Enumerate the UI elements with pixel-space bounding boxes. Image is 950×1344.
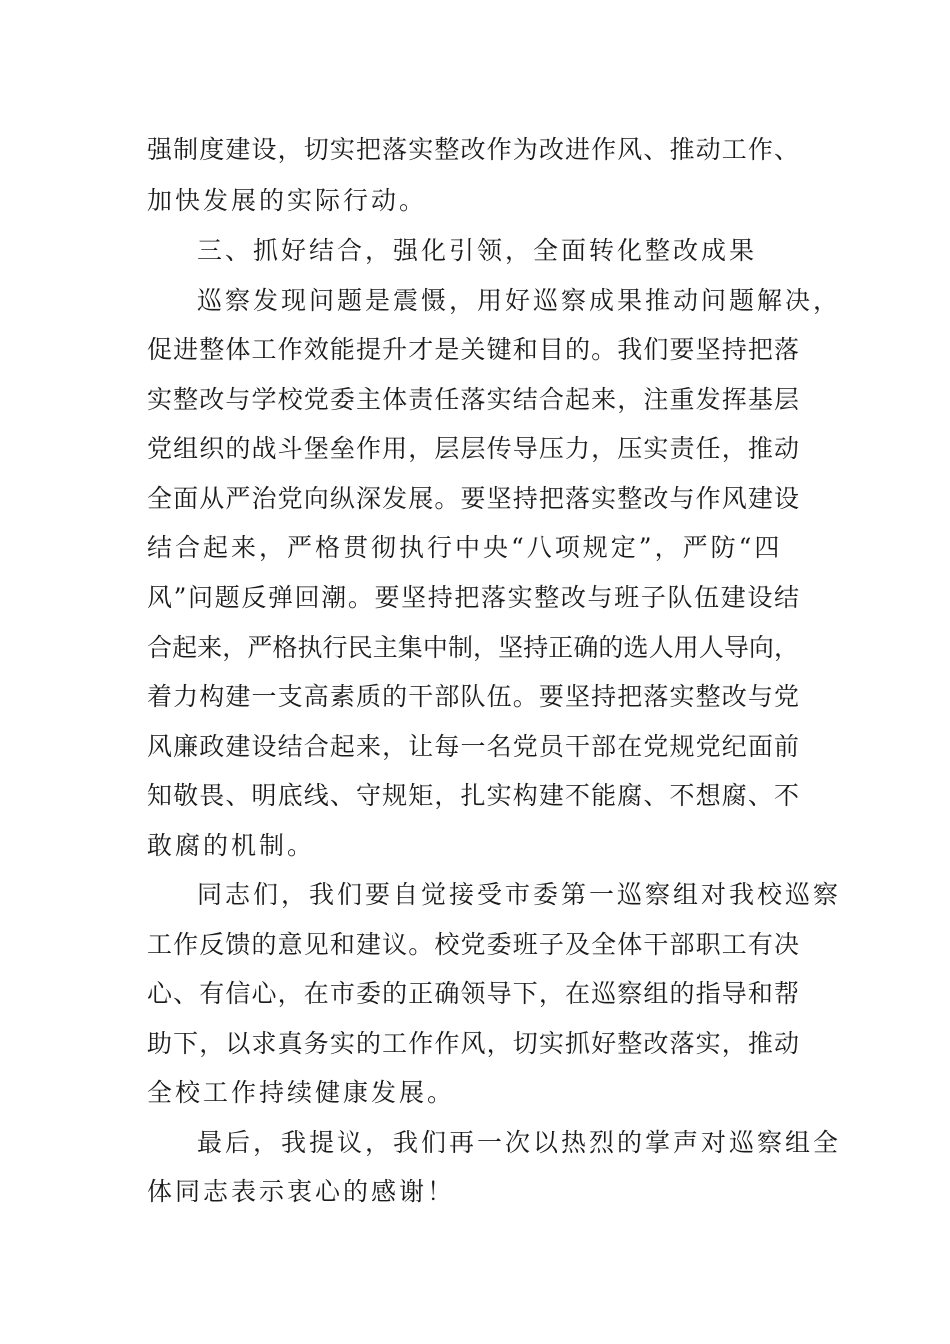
text-line: 全校工作持续健康发展。: [147, 1078, 456, 1107]
section-heading: 三、抓好结合，强化引领，全面转化整改成果: [197, 236, 758, 265]
text-line: 合起来，严格执行民主集中制，坚持正确的选人用人导向，: [147, 633, 799, 662]
text-line: 加快发展的实际行动。: [147, 186, 428, 215]
text-line: 体同志表示衷心的感谢！: [147, 1177, 456, 1206]
text-line: 巡察发现问题是震慑，用好巡察成果推动问题解决，: [197, 286, 842, 315]
text-line: 党组织的战斗堡垒作用，层层传导压力，压实责任，推动: [147, 434, 799, 463]
text-line: 知敬畏、明底线、守规矩，扎实构建不能腐、不想腐、不: [147, 781, 799, 810]
text-line: 助下，以求真务实的工作作风，切实抓好整改落实，推动: [147, 1029, 799, 1058]
text-line: 实整改与学校党委主体责任落实结合起来，注重发挥基层: [147, 385, 799, 414]
text-line: 同志们，我们要自觉接受市委第一巡察组对我校巡察: [197, 880, 842, 909]
text-line: 风廉政建设结合起来，让每一名党员干部在党规党纪面前: [147, 732, 799, 761]
text-line: 工作反馈的意见和建议。校党委班子及全体干部职工有决: [147, 930, 799, 959]
text-line: 敢腐的机制。: [147, 831, 316, 860]
text-line: 全面从严治党向纵深发展。要坚持把落实整改与作风建设: [147, 484, 799, 513]
text-line: 着力构建一支高素质的干部队伍。要坚持把落实整改与党: [147, 682, 799, 711]
text-line: 心、有信心，在市委的正确领导下，在巡察组的指导和帮: [147, 979, 799, 1008]
text-line: 最后，我提议，我们再一次以热烈的掌声对巡察组全: [197, 1128, 842, 1157]
text-line: 风”问题反弹回潮。要坚持把落实整改与班子队伍建设结: [147, 583, 799, 612]
text-line: 促进整体工作效能提升才是关键和目的。我们要坚持把落: [147, 335, 799, 364]
text-line: 结合起来，严格贯彻执行中央“八项规定”，严防“四: [147, 533, 783, 562]
text-line: 强制度建设，切实把落实整改作为改进作风、推动工作、: [147, 135, 799, 164]
